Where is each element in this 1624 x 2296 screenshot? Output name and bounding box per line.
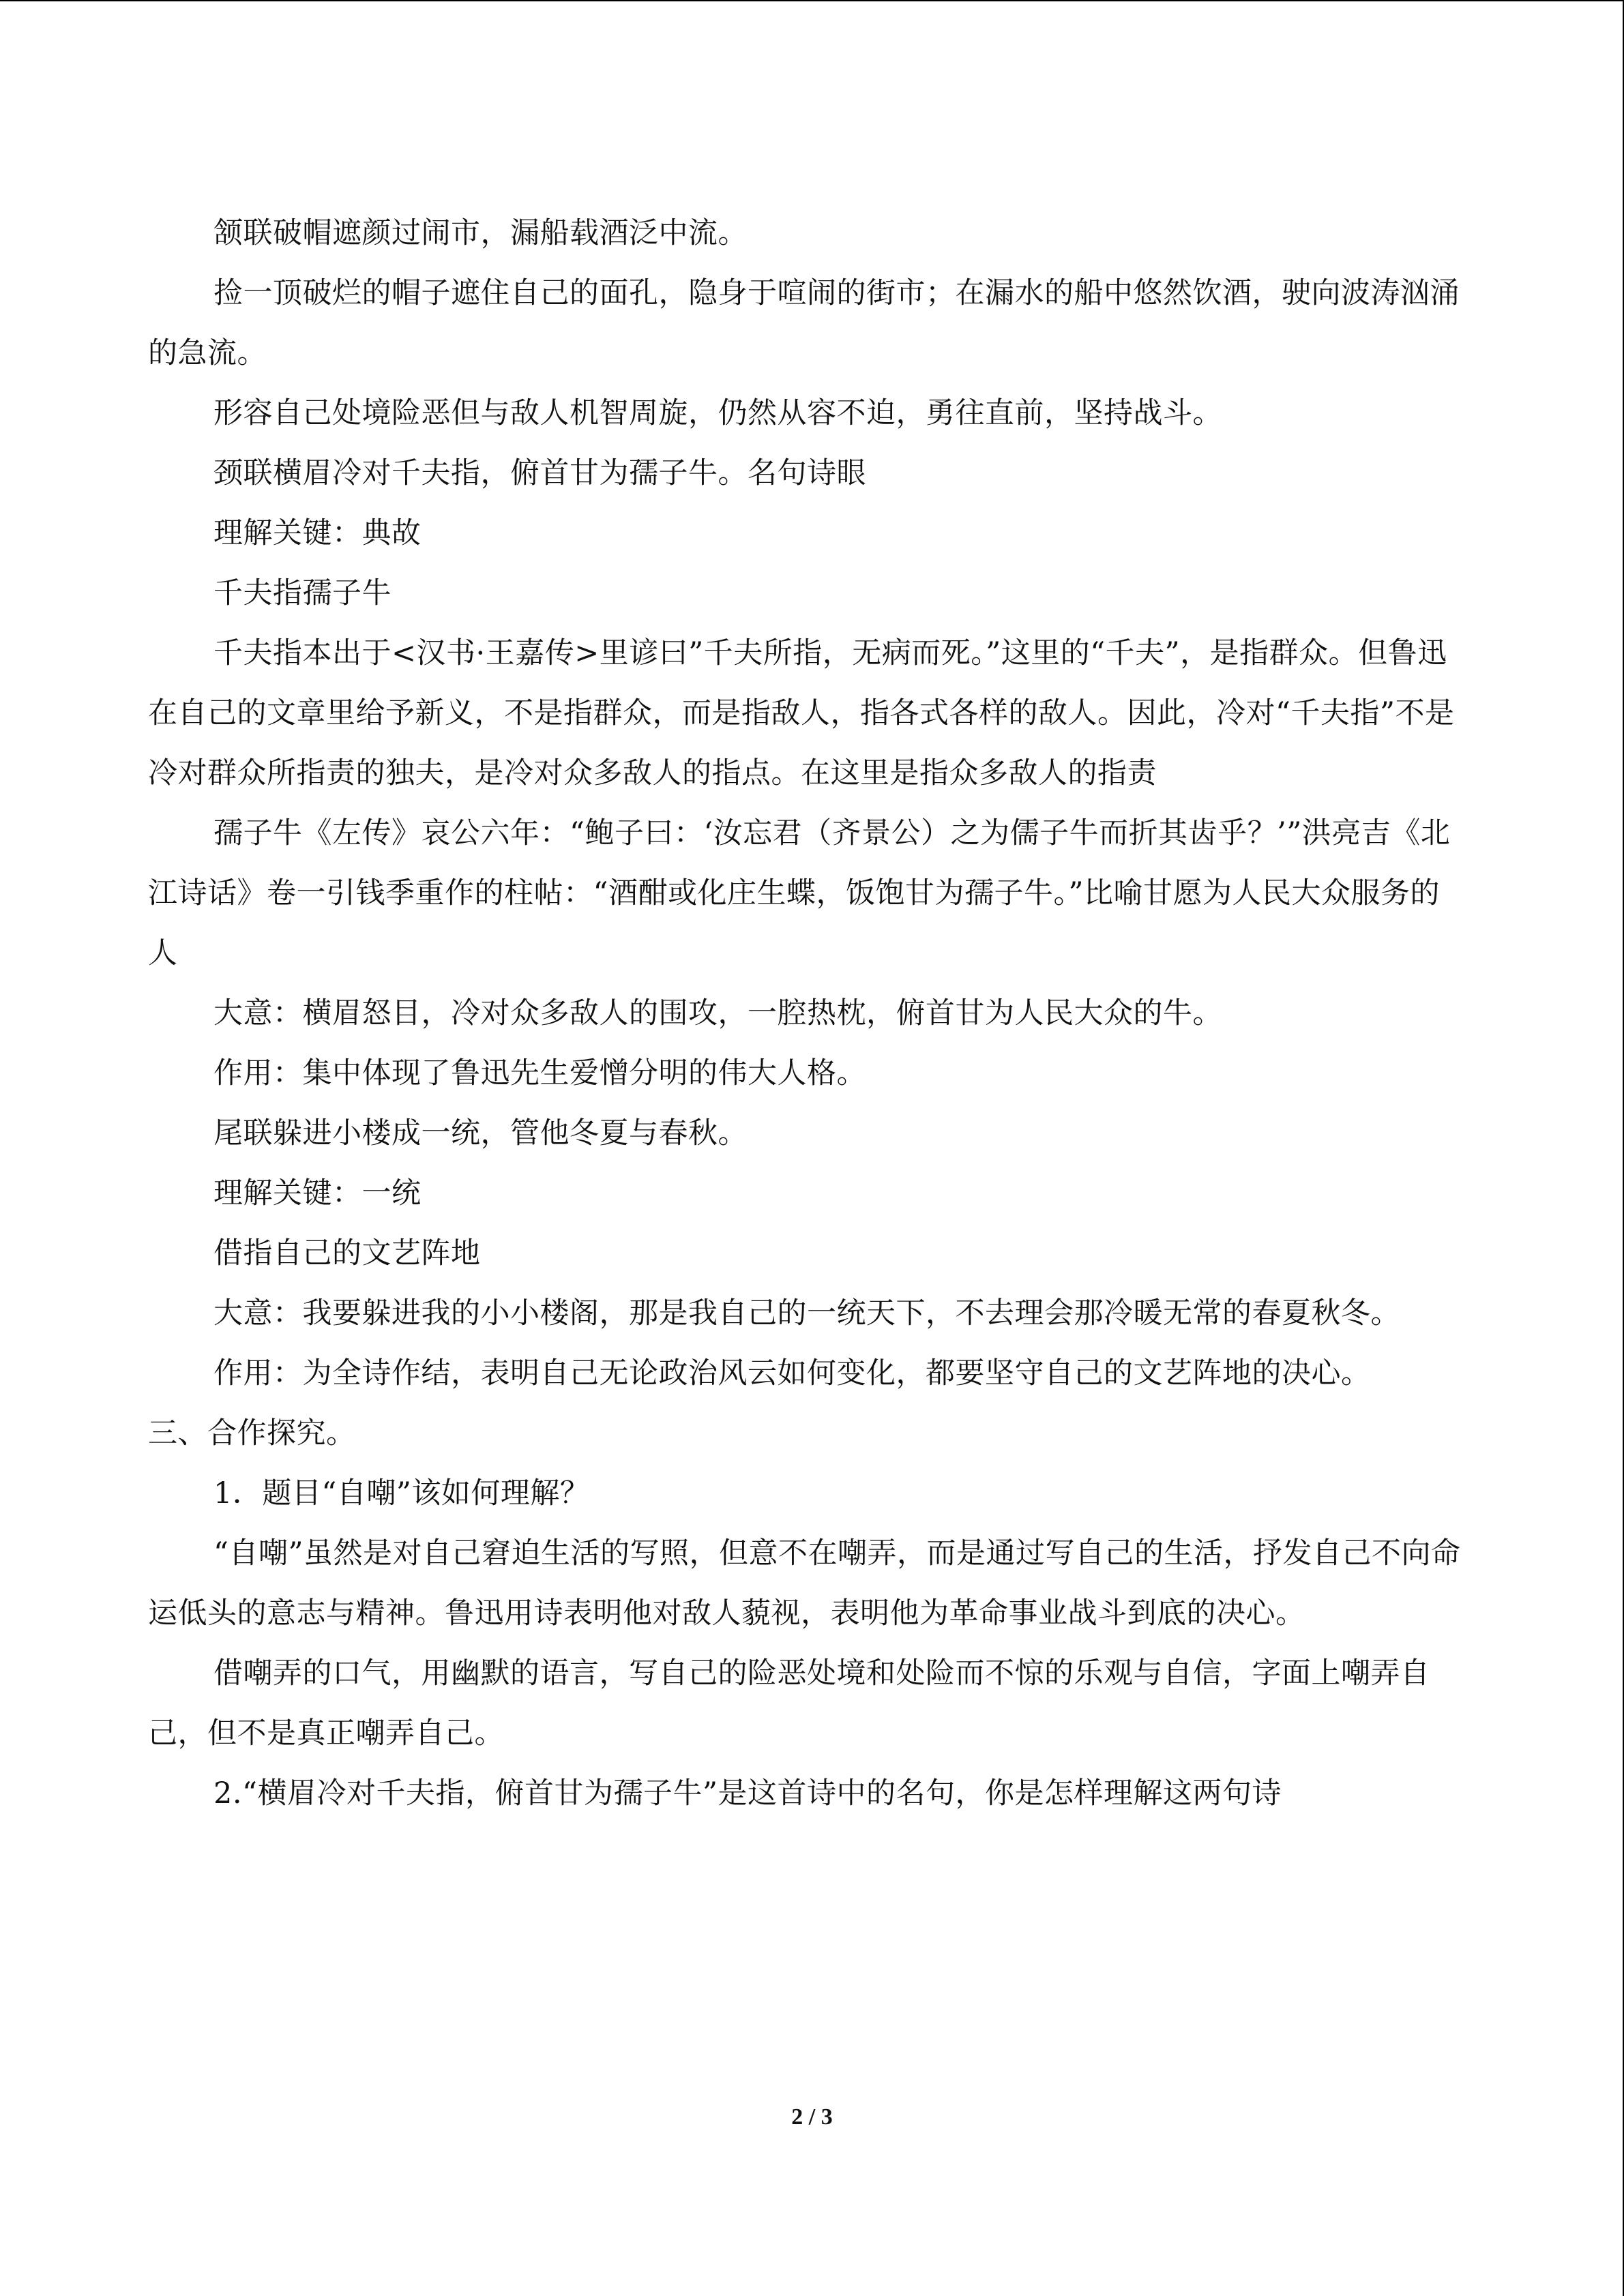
answer-1-part-2: 借嘲弄的口气，用幽默的语言，写自己的险恶处境和处险而不惊的乐观与自信，字面上嘲弄自己，但不是真正嘲弄自己。: [148, 1656, 1430, 1750]
paragraph-weilian: 尾联躲进小楼成一统，管他冬夏与春秋。: [213, 1116, 748, 1150]
paragraph-weilian-effect: 作用：为全诗作结，表明自己无论政治风云如何变化，都要坚守自己的文艺阵地的决心。: [213, 1356, 1371, 1390]
page-number: 2 / 3: [791, 2104, 833, 2130]
paragraph-ruziniu: 孺子牛《左传》哀公六年：“鲍子曰：‘汝忘君（齐景公）之为儒子牛而折其齿乎？’”洪亮吉《北江诗话》卷一引钱季重作的柱帖：“酒酣或化庄生蝶，饭饱甘为孺子牛。”比喻甘愿为人民大众服务的人: [148, 816, 1451, 970]
paragraph-jinglian-key: 理解关键：典故: [213, 516, 422, 550]
paragraph-hanlian-meaning: 形容自己处境险恶但与敌人机智周旋，仍然从容不迫，勇往直前，坚持战斗。: [213, 396, 1222, 430]
paragraph-hanlian-translation: 捡一顶破烂的帽子遮住自己的面孔，隐身于喧闹的街市；在漏水的船中悠然饮酒，驶向波涛汹涌的急流。: [148, 276, 1460, 370]
question-2: 2.“横眉冷对千夫指，俯首甘为孺子牛”是这首诗中的名句，你是怎样理解这两句诗: [213, 1776, 1282, 1810]
paragraph-hanlian: 颔联破帽遮颜过闹市，漏船载酒泛中流。: [213, 216, 748, 250]
paragraph-weilian-term: 借指自己的文艺阵地: [213, 1236, 481, 1270]
paragraph-weilian-meaning: 大意：我要躲进我的小小楼阁，那是我自己的一统天下，不去理会那冷暖无常的春夏秋冬。: [213, 1296, 1400, 1330]
paragraph-jinglian-effect: 作用：集中体现了鲁迅先生爱憎分明的伟大人格。: [213, 1056, 866, 1090]
paragraph-jinglian: 颈联横眉冷对千夫指，俯首甘为孺子牛。名句诗眼: [213, 456, 866, 490]
paragraph-jinglian-meaning: 大意：横眉怒目，冷对众多敌人的围攻，一腔热枕，俯首甘为人民大众的牛。: [213, 996, 1222, 1030]
paragraph-weilian-key: 理解关键：一统: [213, 1176, 422, 1210]
document-body: [148, 203, 1461, 1823]
paragraph-jinglian-terms: 千夫指孺子牛: [213, 576, 392, 610]
answer-1-part-1: “自嘲”虽然是对自己窘迫生活的写照，但意不在嘲弄，而是通过写自己的生活，抒发自己不向命运低头的意志与精神。鲁迅用诗表明他对敌人藐视，表明他为革命事业战斗到底的决心。: [148, 1536, 1461, 1630]
section-heading-cooperative-inquiry: 三、合作探究。: [148, 1416, 356, 1450]
question-1: 1．题目“自嘲”该如何理解？: [213, 1476, 590, 1510]
paragraph-qianfuzhi: 千夫指本出于<汉书·王嘉传>里谚曰”千夫所指，无病而死。”这里的“千夫”，是指群众。但鲁迅在自己的文章里给予新义，不是指群众，而是指敌人，指各式各样的敌人。因此，冷对“千夫指”不是冷对群众所指责的独夫，是冷对众多敌人的指点。在这里是指众多敌人的指责: [148, 636, 1455, 790]
